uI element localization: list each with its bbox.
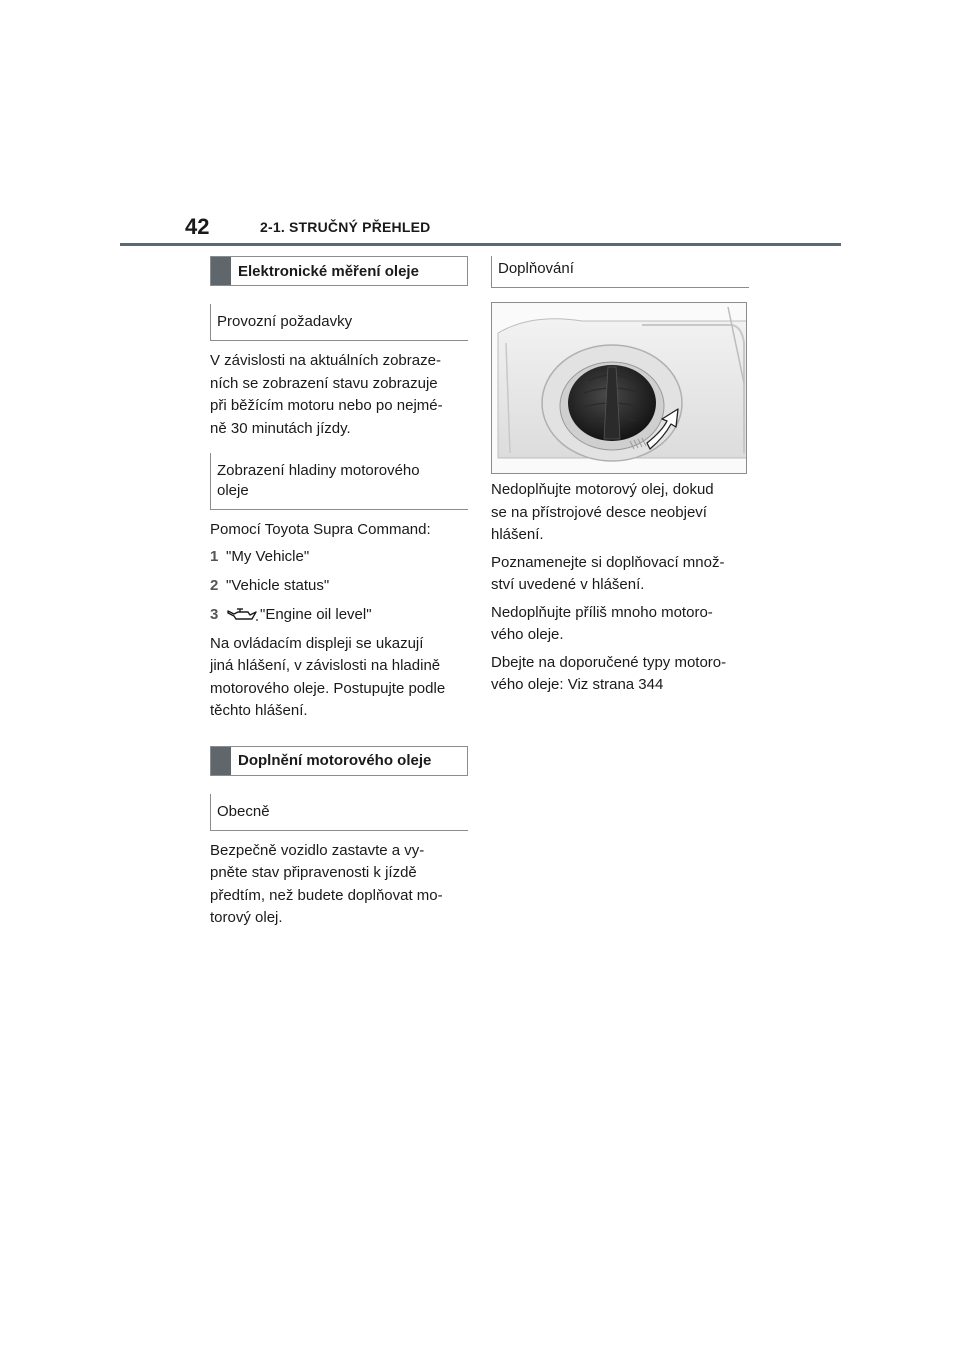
header-divider [120,243,841,246]
section-heading-text: Elektronické měření oleje [238,262,419,280]
page-number: 42 [185,214,210,239]
paragraph-messages: Na ovládacím displeji se ukazují jiná hlášení, v závislosti na hladině motorového oleje. Postupujte podle těchto hlášení. [210,634,446,719]
step-1: 1 "My Vehicle" [210,547,310,565]
heading-bar [211,747,231,775]
oil-filler-cap-illustration [491,302,747,474]
paragraph-overfill-warning: Nedoplňujte příliš mnoho motoro- vého oleje. [491,603,713,643]
heading-bar [211,257,231,285]
oil-can-icon [226,608,258,622]
step-3: 3 "Engine oil level" [210,605,372,623]
chapter-title: 2-1. STRUČNÝ PŘEHLED [260,219,431,235]
paragraph-wait-message: Nedoplňujte motorový olej, dokud se na přístrojové desce neobjeví hlášení. [491,481,714,543]
subheading-refilling: Doplňování [491,256,749,288]
paragraph-conditions: V závislosti na aktuálních zobraze- ních se zobrazení stavu zobrazuje při běžícím motoru nebo po nejmé- ně 30 minutách jízdy. [210,352,443,437]
paragraph-command: Pomocí Toyota Supra Command: [210,521,431,538]
subheading-operating-requirements: Provozní požadavky [210,304,468,341]
step-2: 2 "Vehicle status" [210,576,330,594]
section-heading-text: Doplnění motorového oleje [238,752,432,769]
oil-cap-drawing [492,303,747,474]
paragraph-note-quantity: Poznamenejte si doplňovací množ- ství uvedené v hlášení. [491,553,725,593]
left-column [210,256,468,930]
subheading-oil-level-display: Zobrazení hladiny motorového oleje [210,453,468,510]
section-heading-electronic-oil [210,256,468,286]
paragraph-oil-types: Dbejte na doporučené typy motoro- vého oleje: Viz strana 344 [491,653,727,693]
paragraph-safety: Bezpečně vozidlo zastavte a vy- pněte stav připravenosti k jízdě předtím, než budete doplňovat mo- torový olej. [210,841,443,926]
section-heading-oil-refill [210,746,468,776]
subheading-general: Obecně [210,794,468,831]
right-column [491,256,749,697]
